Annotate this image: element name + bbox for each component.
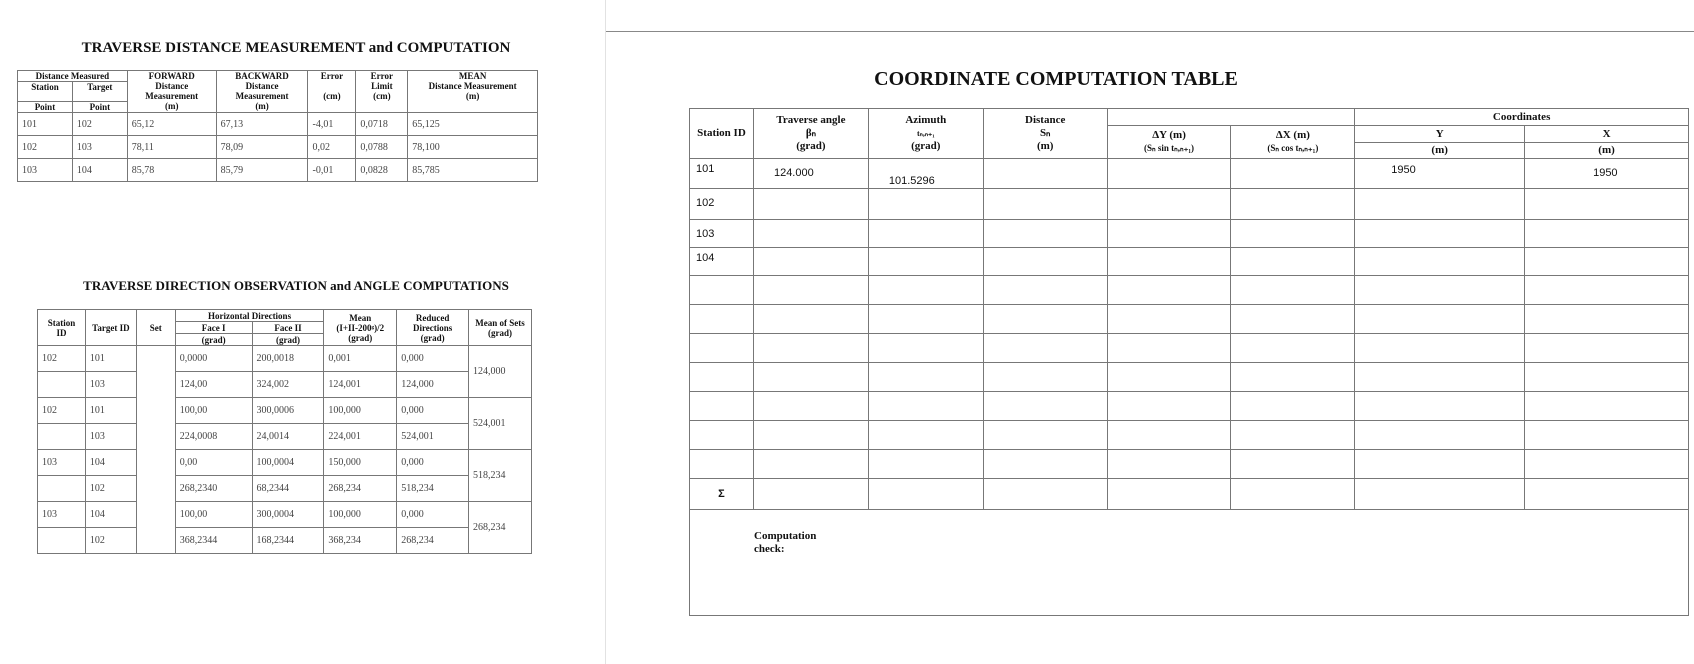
cell: -0,01 <box>308 159 356 182</box>
cell <box>1231 392 1355 421</box>
delta-x-label: ΔX (m) <box>1275 129 1310 141</box>
cell: 524,001 <box>397 424 469 450</box>
cell <box>983 421 1107 450</box>
forward-unit: (m) <box>164 101 179 111</box>
computation-check-cell <box>690 510 1689 616</box>
station-cell: 101 <box>690 159 754 189</box>
cell <box>868 479 983 510</box>
cell: 103 <box>38 450 86 476</box>
cell <box>1525 189 1689 220</box>
cell <box>983 392 1107 421</box>
distance-table-title: TRAVERSE DISTANCE MEASUREMENT and COMPUTATION <box>81 40 511 56</box>
cell <box>983 450 1107 479</box>
cell: 518,234 <box>469 450 532 502</box>
cell <box>753 421 868 450</box>
table-row <box>690 189 1689 220</box>
cell: 85,785 <box>408 159 538 182</box>
delta-y-header <box>1107 126 1231 159</box>
cell: 100,000 <box>324 502 397 528</box>
cell <box>753 220 868 248</box>
mean-formula: (I+II-200ᵍ)/2 <box>336 322 385 333</box>
cell <box>1107 159 1231 189</box>
table-row <box>690 276 1689 305</box>
cell <box>1355 479 1525 510</box>
delta-header-blank <box>1107 109 1355 126</box>
cell: 102 <box>85 528 136 554</box>
table-row <box>690 450 1689 479</box>
error-label: Error <box>320 71 344 81</box>
table-row <box>38 372 532 398</box>
cell: 65,12 <box>127 113 216 136</box>
cell: 68,2344 <box>252 476 324 502</box>
cell <box>983 363 1107 392</box>
cell: 104 <box>72 159 127 182</box>
cell: 0,0718 <box>356 113 408 136</box>
x-value-cell: 1950 <box>1525 159 1689 189</box>
cell <box>753 189 868 220</box>
beta-label: βₙ <box>805 127 816 139</box>
delta-x-sub: (Sₙ cos tₙ,ₙ₊₁) <box>1267 143 1319 153</box>
computation-check-label: Computation check: <box>754 530 817 555</box>
error-header <box>308 71 356 113</box>
cell: 0,000 <box>397 398 469 424</box>
cell: 0,000 <box>397 346 469 372</box>
cell <box>1107 479 1231 510</box>
cell <box>868 220 983 248</box>
table-row <box>38 424 532 450</box>
set-header: Set <box>136 310 175 346</box>
cell: 0,0828 <box>356 159 408 182</box>
coordinate-table-title: COORDINATE COMPUTATION TABLE <box>874 68 1238 90</box>
cell: 103 <box>85 424 136 450</box>
backward-unit: (m) <box>255 101 269 111</box>
cell <box>1231 363 1355 392</box>
cell <box>1525 305 1689 334</box>
cell <box>753 248 868 276</box>
traverse-angle-header <box>753 109 868 159</box>
cell <box>983 220 1107 248</box>
cell: 104 <box>85 450 136 476</box>
face1-header: Face I <box>175 322 252 334</box>
table-row <box>690 248 1689 276</box>
backward-sub: Distance Measurement <box>235 81 289 101</box>
y-header: Y <box>1355 126 1525 143</box>
cell <box>868 334 983 363</box>
right-panel <box>605 0 1694 664</box>
cell: 103 <box>72 136 127 159</box>
table-row <box>690 334 1689 363</box>
distance-header <box>983 109 1107 159</box>
cell: 150,000 <box>324 450 397 476</box>
cell <box>983 159 1107 189</box>
cell: 101 <box>85 346 136 372</box>
cell: -4,01 <box>308 113 356 136</box>
cell: 100,0004 <box>252 450 324 476</box>
face1-unit: (grad) <box>175 334 252 346</box>
cell <box>690 421 754 450</box>
mean-unit: (m) <box>465 91 480 101</box>
error-limit-unit: (cm) <box>373 91 391 101</box>
cell <box>1525 450 1689 479</box>
mean-unit: (grad) <box>348 332 373 343</box>
direction-table-title: TRAVERSE DIRECTION OBSERVATION and ANGLE COMPUTATIONS <box>83 278 509 293</box>
azimuth-sub: tₙ,ₙ₊₁ <box>916 129 935 138</box>
cell <box>753 450 868 479</box>
mean-sets-header <box>469 310 532 346</box>
cell <box>1525 276 1689 305</box>
error-unit: (cm) <box>323 91 341 101</box>
cell <box>1355 363 1525 392</box>
cell: 78,11 <box>127 136 216 159</box>
cell: 268,234 <box>469 502 532 554</box>
table-row <box>690 421 1689 450</box>
sum-row <box>690 479 1689 510</box>
cell: 100,000 <box>324 398 397 424</box>
cell <box>1107 305 1231 334</box>
cell: 104 <box>85 502 136 528</box>
cell <box>1525 363 1689 392</box>
cell: 124,00 <box>175 372 252 398</box>
mean-sets-unit: (grad) <box>488 327 513 338</box>
cell <box>1107 450 1231 479</box>
cell <box>38 372 86 398</box>
cell <box>690 450 754 479</box>
y-unit: (m) <box>1355 143 1525 159</box>
table-row <box>690 159 1689 189</box>
cell <box>868 421 983 450</box>
cell <box>1231 479 1355 510</box>
forward-label: FORWARD <box>148 71 195 81</box>
station-header: Station <box>18 82 73 102</box>
cell <box>868 450 983 479</box>
cell <box>1355 421 1525 450</box>
cell: 124,000 <box>397 372 469 398</box>
cell <box>1107 276 1231 305</box>
mean-label: MEAN <box>458 71 487 81</box>
cell: 0,0788 <box>356 136 408 159</box>
cell: 0,0000 <box>175 346 252 372</box>
cell: 78,100 <box>408 136 538 159</box>
cell: 100,00 <box>175 502 252 528</box>
cell: 102 <box>18 136 73 159</box>
station-cell: 103 <box>690 220 754 248</box>
point-header-1: Point <box>18 102 73 113</box>
cell: 0,001 <box>324 346 397 372</box>
cell: 102 <box>85 476 136 502</box>
cell <box>1231 450 1355 479</box>
table-row <box>690 305 1689 334</box>
table-row <box>38 398 532 424</box>
table-row <box>690 363 1689 392</box>
x-header: X <box>1525 126 1689 143</box>
cell <box>1355 392 1525 421</box>
cell <box>1231 276 1355 305</box>
cell <box>38 476 86 502</box>
cell <box>1231 421 1355 450</box>
cell <box>753 479 868 510</box>
cell <box>690 363 754 392</box>
cell: 100,00 <box>175 398 252 424</box>
cell <box>1107 392 1231 421</box>
cell <box>1107 363 1231 392</box>
cell <box>1355 189 1525 220</box>
azimuth-unit: (grad) <box>911 140 941 152</box>
cell: 300,0006 <box>252 398 324 424</box>
cell: 102 <box>38 346 86 372</box>
face2-header: Face II <box>252 322 324 334</box>
cell: 65,125 <box>408 113 538 136</box>
cell: 268,2340 <box>175 476 252 502</box>
cell <box>983 479 1107 510</box>
check-row <box>690 510 1689 616</box>
table-row <box>38 346 532 372</box>
table-row <box>38 528 532 554</box>
direction-table <box>37 309 532 554</box>
cell: 0,000 <box>397 502 469 528</box>
distance-label: Distance <box>1025 114 1066 126</box>
target-id-header: Target ID <box>85 310 136 346</box>
forward-header <box>127 71 216 113</box>
cell <box>1107 189 1231 220</box>
traverse-unit: (grad) <box>796 140 826 152</box>
azimuth-cell: 101.5296 <box>868 159 983 189</box>
cell <box>1107 220 1231 248</box>
coordinates-header: Coordinates <box>1355 109 1689 126</box>
mean-sub: Distance Measurement <box>428 81 517 91</box>
delta-y-label: ΔY (m) <box>1152 129 1186 141</box>
sigma-cell: Σ <box>690 479 754 510</box>
mean-sets-label: Mean of Sets <box>475 317 525 328</box>
cell <box>1525 334 1689 363</box>
reduced-label: Reduced Directions <box>412 312 453 333</box>
cell: 268,234 <box>397 528 469 554</box>
cell <box>1355 276 1525 305</box>
set-cell <box>136 346 175 554</box>
reduced-header <box>397 310 469 346</box>
cell <box>38 424 86 450</box>
cell <box>1231 305 1355 334</box>
traverse-label: Traverse angle <box>776 114 846 126</box>
cell: 85,79 <box>216 159 308 182</box>
forward-sub: Distance Measurement <box>145 81 199 101</box>
station-id-header: Station ID <box>38 310 86 346</box>
cell <box>1355 248 1525 276</box>
cell: 103 <box>85 372 136 398</box>
cell: 0,02 <box>308 136 356 159</box>
cell <box>983 305 1107 334</box>
cell <box>983 248 1107 276</box>
cell: 24,0014 <box>252 424 324 450</box>
face2-unit: (grad) <box>252 334 324 346</box>
azimuth-header <box>868 109 983 159</box>
cell <box>1355 305 1525 334</box>
distance-unit: (m) <box>1036 140 1054 152</box>
mean-header <box>324 310 397 346</box>
cell <box>1231 334 1355 363</box>
table-row <box>38 450 532 476</box>
cell <box>1525 220 1689 248</box>
traverse-angle-cell: 124.000 <box>753 159 868 189</box>
cell: 101 <box>18 113 73 136</box>
cell <box>868 189 983 220</box>
table-row <box>38 476 532 502</box>
cell <box>38 528 86 554</box>
cell <box>753 392 868 421</box>
cell: 78,09 <box>216 136 308 159</box>
station-cell: 104 <box>690 248 754 276</box>
cell <box>983 276 1107 305</box>
cell <box>690 334 754 363</box>
cell: 85,78 <box>127 159 216 182</box>
station-id-header: Station ID <box>690 109 754 159</box>
cell: 224,001 <box>324 424 397 450</box>
cell <box>1107 421 1231 450</box>
station-cell: 102 <box>690 189 754 220</box>
cell <box>753 363 868 392</box>
cell: 324,002 <box>252 372 324 398</box>
cell: 0,00 <box>175 450 252 476</box>
top-divider <box>606 31 1694 32</box>
cell: 300,0004 <box>252 502 324 528</box>
cell: 368,2344 <box>175 528 252 554</box>
horizontal-directions-header: Horizontal Directions <box>175 310 324 322</box>
cell <box>868 305 983 334</box>
azimuth-label: Azimuth <box>905 114 947 126</box>
cell <box>1525 248 1689 276</box>
cell <box>1355 450 1525 479</box>
cell <box>1107 334 1231 363</box>
coordinate-table <box>689 108 1689 616</box>
cell: 101 <box>85 398 136 424</box>
cell: 200,0018 <box>252 346 324 372</box>
cell <box>868 276 983 305</box>
cell: 67,13 <box>216 113 308 136</box>
cell <box>1525 392 1689 421</box>
cell: 224,0008 <box>175 424 252 450</box>
cell <box>1525 479 1689 510</box>
error-limit-header <box>356 71 408 113</box>
cell <box>690 276 754 305</box>
cell <box>1231 189 1355 220</box>
backward-header <box>216 71 308 113</box>
table-row <box>18 136 538 159</box>
cell: 168,2344 <box>252 528 324 554</box>
backward-label: BACKWARD <box>235 71 289 81</box>
target-header: Target <box>72 82 127 102</box>
table-row <box>18 113 538 136</box>
cell: 124,001 <box>324 372 397 398</box>
cell: 368,234 <box>324 528 397 554</box>
cell <box>1525 421 1689 450</box>
cell <box>868 392 983 421</box>
cell <box>753 305 868 334</box>
distance-sub: Sₙ <box>1039 127 1051 139</box>
delta-x-header <box>1231 126 1355 159</box>
table-row <box>690 220 1689 248</box>
table-row <box>690 392 1689 421</box>
cell <box>1231 220 1355 248</box>
cell: 103 <box>18 159 73 182</box>
left-panel <box>0 0 605 664</box>
cell <box>1355 220 1525 248</box>
cell: 0,000 <box>397 450 469 476</box>
distance-table <box>17 70 538 182</box>
cell: 102 <box>38 398 86 424</box>
error-limit-label: Error Limit <box>370 71 393 91</box>
cell <box>1231 159 1355 189</box>
point-header-2: Point <box>72 102 127 113</box>
cell <box>753 334 868 363</box>
table-row <box>18 159 538 182</box>
cell <box>868 248 983 276</box>
cell <box>1107 248 1231 276</box>
table-row <box>38 502 532 528</box>
cell: 102 <box>72 113 127 136</box>
cell <box>753 276 868 305</box>
cell: 268,234 <box>324 476 397 502</box>
delta-y-sub: (Sₙ sin tₙ,ₙ₊₁) <box>1144 143 1195 153</box>
cell <box>1355 334 1525 363</box>
cell <box>983 334 1107 363</box>
distance-measured-header: Distance Measured <box>18 71 128 82</box>
x-unit: (m) <box>1525 143 1689 159</box>
mean-header <box>408 71 538 113</box>
reduced-unit: (grad) <box>420 332 445 343</box>
cell <box>983 189 1107 220</box>
cell <box>690 392 754 421</box>
cell: 103 <box>38 502 86 528</box>
mean-label: Mean <box>349 312 372 323</box>
cell <box>868 363 983 392</box>
y-value-cell: 1950 <box>1355 159 1525 189</box>
cell <box>1231 248 1355 276</box>
cell: 524,001 <box>469 398 532 450</box>
cell <box>690 305 754 334</box>
cell: 518,234 <box>397 476 469 502</box>
cell: 124,000 <box>469 346 532 398</box>
